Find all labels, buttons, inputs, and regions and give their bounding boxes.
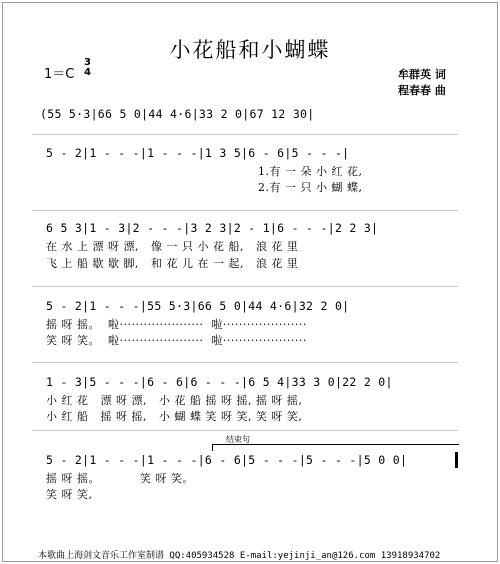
lyric-line-verse-1: 在 水 上 漂 呀 漂, 像 一 只 小 花 船, 浪 花 里 [46, 240, 299, 253]
notation-line: 5 - 2|1 - - -|1 - - -|6 - 6|5 - - -|5 - - -|5 0 0| [46, 453, 408, 467]
lyric-line-verse-2: 小 红 船 摇 呀 摇, 小 蝴 蝶 笑 呀 笑, 笑 呀 笑, [46, 410, 303, 423]
notation-line: 6 5 3|1 - 3|2 - - -|3 2 3|2 - 1|6 - - -|2 2 3| [46, 221, 379, 235]
end-section-label: 结束句 [226, 435, 250, 444]
lyricist-credit: 牟群英 词 [398, 68, 446, 81]
lyric-line-verse-2: 飞 上 船 歇 歇 脚, 和 花 儿 在 一 起, 浪 花 里 [46, 257, 299, 270]
system-separator [32, 430, 458, 431]
notation-line: 5 - 2|1 - - -|55 5·3|66 5 0|44 4·6|32 2 0| [46, 299, 350, 313]
notation-line: 5 - 2|1 - - -|1 - - -|1 3 5|6 - 6|5 - - -| [46, 146, 350, 160]
system-separator [32, 362, 458, 363]
footer-credit: 本歌曲上海剑文音乐工作室制谱 QQ:405934528 E-mail:yejinji_an@126.com 13918934702 [38, 551, 441, 561]
lyric-line-verse-1: 小 红 花 漂 呀 漂, 小 花 船 摇 呀 摇, 摇 呀 摇, [46, 394, 303, 407]
time-signature [84, 58, 91, 78]
composer-credit: 程春春 曲 [398, 84, 446, 97]
system-separator [32, 134, 458, 135]
song-title: 小花船和小蝴蝶 [169, 38, 331, 62]
lyric-line-verse-1: 1.有 一 朵 小 红 花, [258, 165, 363, 178]
notation-line: (55 5·3|66 5 0|44 4·6|33 2 0|67 12 30| [40, 107, 315, 121]
final-barline [455, 452, 458, 468]
lyric-line-verse-1: 摇 呀 摇。 啦····················· 啦····················· [46, 318, 307, 331]
key-signature: 1＝C [44, 67, 75, 82]
lyric-line-verse-2: 2.有 一 只 小 蝴 蝶, [258, 181, 363, 194]
system-separator [32, 210, 458, 211]
lyric-line-verse-1: 摇 呀 摇。 笑 呀 笑。 [46, 472, 194, 485]
time-signature-bottom: 4 [84, 67, 91, 78]
lyric-line-verse-2: 笑 呀 笑。 啦····················· 啦····················· [46, 334, 307, 347]
time-signature-top: 3 [84, 57, 91, 68]
system-separator [32, 286, 458, 287]
lyric-line-verse-2: 笑 呀 笑, [46, 488, 93, 501]
notation-line: 1 - 3|5 - - -|6 - 6|6 - - -|6 5 4|33 3 0|22 2 0| [46, 375, 393, 389]
end-section-bracket [212, 444, 459, 451]
